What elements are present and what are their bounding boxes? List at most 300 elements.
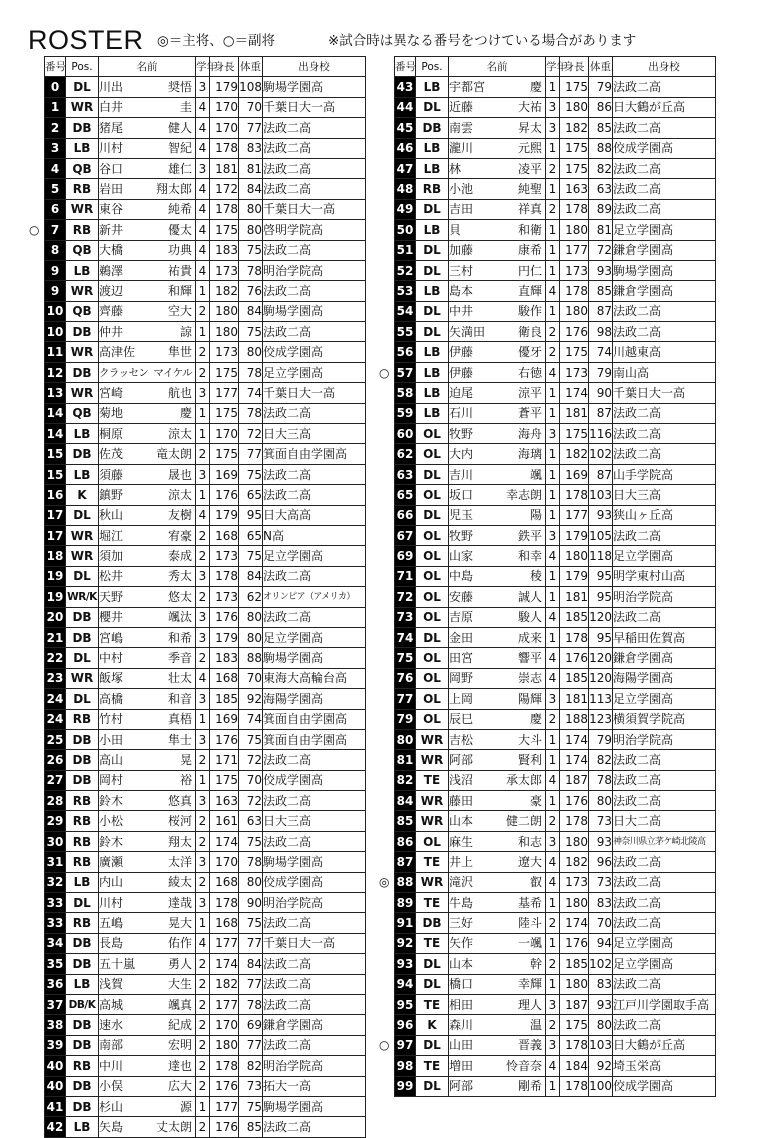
player-height: 175 [560, 342, 589, 362]
table-row [395, 1056, 716, 1076]
player-school: 法政二高 [613, 750, 716, 770]
player-school: 明治学院高 [263, 1056, 366, 1076]
player-last-name: 大内 [449, 447, 474, 462]
player-name [99, 689, 196, 709]
player-school: 法政二高 [263, 750, 366, 770]
player-last-name: 内山 [99, 875, 124, 890]
player-number: 17 [45, 505, 66, 525]
player-school: 日大二高 [613, 811, 716, 831]
player-height: 180 [210, 322, 239, 342]
player-position: DL [416, 97, 449, 117]
player-number: 89 [395, 893, 416, 913]
player-first-name: 大斗 [517, 732, 542, 747]
player-school: 狭山ヶ丘高 [613, 505, 716, 525]
player-weight: 83 [589, 974, 613, 994]
player-last-name: 竹村 [99, 712, 124, 727]
player-height: 178 [210, 199, 239, 219]
player-height: 170 [210, 852, 239, 872]
table-row [395, 424, 716, 444]
player-height: 170 [210, 1015, 239, 1035]
player-first-name: 遼大 [517, 854, 542, 869]
table-row [45, 668, 366, 688]
player-height: 170 [210, 97, 239, 117]
player-first-name: 雄仁 [167, 161, 192, 176]
player-grade: 4 [546, 546, 560, 566]
player-name [449, 974, 546, 994]
player-first-name: 涼太 [167, 426, 192, 441]
player-position: OL [416, 668, 449, 688]
player-grade: 3 [546, 689, 560, 709]
player-name [99, 994, 196, 1014]
table-row [45, 831, 366, 851]
player-number: 15 [45, 444, 66, 464]
player-position: LB [66, 260, 99, 280]
player-name [449, 994, 546, 1014]
player-last-name: 川出 [99, 80, 124, 95]
player-weight: 88 [589, 138, 613, 158]
table-row [395, 525, 716, 545]
player-number: 81 [395, 750, 416, 770]
table-row [45, 1035, 366, 1055]
player-height: 188 [560, 709, 589, 729]
player-first-name: 温 [529, 1018, 542, 1033]
player-number: 46 [395, 138, 416, 158]
player-position: RB [66, 791, 99, 811]
player-first-name: 悠真 [167, 793, 192, 808]
player-number: 15 [45, 464, 66, 484]
player-grade: 4 [546, 872, 560, 892]
player-position: QB [66, 403, 99, 423]
table-row [395, 220, 716, 240]
player-first-name: 元熙 [517, 141, 542, 156]
table-row [45, 627, 366, 647]
player-school: 法政二高 [613, 424, 716, 444]
table-row [45, 893, 366, 913]
player-name [99, 770, 196, 790]
player-weight: 77 [239, 444, 263, 464]
player-name [99, 118, 196, 138]
player-first-name: 怜音奈 [505, 1058, 542, 1073]
table-row [45, 301, 366, 321]
player-school: 法政二高 [263, 403, 366, 423]
player-weight: 75 [239, 729, 263, 749]
player-position: DB [66, 750, 99, 770]
player-number: 62 [395, 444, 416, 464]
player-last-name: 川村 [99, 141, 124, 156]
player-first-name: 円仁 [517, 263, 542, 278]
player-number: 86 [395, 831, 416, 851]
player-first-name: 陸斗 [517, 916, 542, 931]
player-name [449, 118, 546, 138]
table-row [45, 199, 366, 219]
player-weight: 87 [589, 464, 613, 484]
player-grade: 2 [196, 831, 210, 851]
player-first-name: 勇人 [167, 956, 192, 971]
table-row [45, 362, 366, 382]
player-height: 185 [210, 689, 239, 709]
player-position: LB [416, 342, 449, 362]
player-weight: 78 [589, 770, 613, 790]
player-weight: 85 [589, 118, 613, 138]
table-row [45, 281, 366, 301]
player-first-name: 颯真 [167, 997, 192, 1012]
player-school: 埼玉栄高 [613, 1056, 716, 1076]
player-school: 箕面自由学園高 [263, 709, 366, 729]
player-grade: 1 [196, 913, 210, 933]
player-school: 足立学園高 [613, 689, 716, 709]
player-position: DB [66, 1096, 99, 1116]
player-position: TE [416, 893, 449, 913]
table-row [45, 1056, 366, 1076]
player-name [449, 281, 546, 301]
table-row [395, 689, 716, 709]
player-first-name: 基希 [517, 895, 542, 910]
player-number: 13 [45, 383, 66, 403]
player-number: 8 [45, 240, 66, 260]
player-height: 178 [210, 893, 239, 913]
table-row [45, 770, 366, 790]
player-number: 59 [395, 403, 416, 423]
player-grade: 4 [196, 97, 210, 117]
player-first-name: 一颯 [517, 936, 542, 951]
player-height: 183 [210, 648, 239, 668]
player-weight: 62 [239, 587, 263, 607]
player-number: 14 [45, 424, 66, 444]
table-row [395, 954, 716, 974]
table-row [395, 750, 716, 770]
player-first-name: 純希 [167, 202, 192, 217]
header-height: 身長 [210, 57, 239, 77]
player-number: 17 [45, 525, 66, 545]
player-height: 172 [210, 179, 239, 199]
player-position: DL [416, 627, 449, 647]
player-number: 72 [395, 587, 416, 607]
player-grade: 1 [546, 240, 560, 260]
player-number: 19 [45, 566, 66, 586]
player-school: 駒場学園高 [263, 852, 366, 872]
player-position: OL [416, 444, 449, 464]
player-height: 163 [560, 179, 589, 199]
player-number: 36 [45, 974, 66, 994]
player-position: DL [416, 240, 449, 260]
player-grade: 3 [546, 118, 560, 138]
player-number: 92 [395, 933, 416, 953]
player-first-name: 純聖 [517, 182, 542, 197]
player-height: 180 [560, 893, 589, 913]
player-position: DB [416, 913, 449, 933]
player-weight: 80 [239, 627, 263, 647]
player-number: 79 [395, 709, 416, 729]
table-row [395, 199, 716, 219]
player-weight: 105 [589, 525, 613, 545]
table-header-row [395, 57, 716, 77]
table-row [395, 301, 716, 321]
player-grade: 2 [196, 587, 210, 607]
player-position: QB [66, 158, 99, 178]
player-school: 足立学園高 [263, 546, 366, 566]
player-first-name: 健人 [167, 120, 192, 135]
player-school: 佼成学園高 [613, 138, 716, 158]
player-grade: 2 [196, 1056, 210, 1076]
player-position: RB [66, 831, 99, 851]
table-row [45, 648, 366, 668]
player-last-name: 南雲 [449, 120, 474, 135]
player-number: 23 [45, 668, 66, 688]
player-grade: 4 [546, 852, 560, 872]
player-grade: 2 [196, 811, 210, 831]
player-grade: 2 [196, 994, 210, 1014]
player-last-name: 阿部 [449, 752, 474, 767]
table-row [45, 791, 366, 811]
player-last-name: 天野 [99, 589, 124, 604]
table-row [395, 852, 716, 872]
player-last-name: 浅沼 [449, 773, 474, 788]
header-name: 名前 [99, 57, 196, 77]
player-name [99, 220, 196, 240]
player-name [449, 77, 546, 97]
player-number: 22 [45, 648, 66, 668]
player-school: 駒場学園高 [263, 1096, 366, 1116]
player-first-name: 大生 [167, 977, 192, 992]
player-weight: 75 [239, 322, 263, 342]
player-last-name: 林 [449, 161, 462, 176]
player-name [449, 362, 546, 382]
table-row [45, 566, 366, 586]
player-position: DB [66, 1015, 99, 1035]
player-school: 神奈川県立茅ケ崎北陵高 [613, 831, 716, 851]
player-weight: 81 [239, 158, 263, 178]
player-school: 法政二高 [263, 485, 366, 505]
player-grade: 2 [196, 750, 210, 770]
player-first-name: 和志 [517, 834, 542, 849]
player-grade: 1 [196, 1096, 210, 1116]
player-number: 45 [395, 118, 416, 138]
player-number: 39 [45, 1035, 66, 1055]
player-last-name: 須加 [99, 549, 124, 564]
player-name [449, 260, 546, 280]
player-grade: 1 [546, 301, 560, 321]
player-name [449, 689, 546, 709]
player-first-name: 幸輝 [517, 977, 542, 992]
player-number: 51 [395, 240, 416, 260]
table-row [395, 994, 716, 1014]
player-grade: 2 [546, 709, 560, 729]
player-height: 182 [560, 118, 589, 138]
player-position: WR [416, 872, 449, 892]
player-name [99, 383, 196, 403]
player-height: 173 [210, 260, 239, 280]
player-school: 明治学院高 [263, 893, 366, 913]
player-position: RB [66, 1056, 99, 1076]
player-school: 千葉日大一高 [263, 199, 366, 219]
player-height: 175 [210, 770, 239, 790]
player-height: 178 [210, 1056, 239, 1076]
player-name [99, 505, 196, 525]
player-school: 鎌倉学園高 [613, 648, 716, 668]
player-number: 57 [395, 362, 416, 382]
player-number: 47 [395, 158, 416, 178]
player-grade: 1 [546, 260, 560, 280]
player-last-name: 吉川 [449, 467, 474, 482]
player-name [449, 1015, 546, 1035]
player-weight: 84 [239, 179, 263, 199]
player-first-name: 晃 [179, 752, 192, 767]
player-last-name: 桐原 [99, 426, 124, 441]
player-weight: 93 [589, 505, 613, 525]
player-weight: 85 [239, 1117, 263, 1137]
player-weight: 79 [589, 729, 613, 749]
player-position: OL [416, 607, 449, 627]
table-row [395, 138, 716, 158]
player-name [449, 485, 546, 505]
player-name [449, 954, 546, 974]
player-position: DB [66, 627, 99, 647]
player-name [99, 831, 196, 851]
player-number: 93 [395, 954, 416, 974]
table-row [395, 811, 716, 831]
player-grade: 2 [196, 1015, 210, 1035]
player-weight: 81 [589, 220, 613, 240]
player-weight: 120 [589, 607, 613, 627]
player-position: LB [66, 872, 99, 892]
player-last-name: 相田 [449, 997, 474, 1012]
player-position: OL [416, 566, 449, 586]
player-grade: 1 [196, 281, 210, 301]
player-number: 27 [45, 770, 66, 790]
player-first-name: 紀成 [167, 1018, 192, 1033]
player-name [99, 1117, 196, 1137]
player-name [99, 852, 196, 872]
table-row [45, 852, 366, 872]
player-name [99, 342, 196, 362]
player-grade: 1 [546, 791, 560, 811]
player-position: DB [66, 729, 99, 749]
player-last-name: 岡村 [99, 773, 124, 788]
player-last-name: 伊藤 [449, 365, 474, 380]
player-height: 173 [210, 342, 239, 362]
player-position: DL [416, 301, 449, 321]
player-school: 海陽学園高 [613, 668, 716, 688]
player-last-name: 高山 [99, 752, 124, 767]
player-weight: 78 [239, 994, 263, 1014]
player-first-name: 季音 [167, 651, 192, 666]
player-weight: 79 [589, 362, 613, 382]
player-first-name: 空大 [167, 304, 192, 319]
player-number: 14 [45, 403, 66, 423]
player-grade: 2 [196, 342, 210, 362]
player-last-name: 川村 [99, 895, 124, 910]
player-height: 180 [560, 974, 589, 994]
player-school: 法政二高 [613, 607, 716, 627]
player-first-name: 鉄平 [517, 528, 542, 543]
player-last-name: 新井 [99, 222, 124, 237]
player-first-name: 慶 [529, 712, 542, 727]
header-school: 出身校 [613, 57, 716, 77]
player-last-name: 小松 [99, 814, 124, 829]
player-name [99, 566, 196, 586]
player-height: 180 [560, 220, 589, 240]
player-school: 箕面自由学園高 [263, 729, 366, 749]
player-first-name: 崇志 [517, 671, 542, 686]
player-weight: 74 [589, 342, 613, 362]
player-school: 箕面自由学園高 [263, 444, 366, 464]
player-number: 69 [395, 546, 416, 566]
player-school: 足立学園高 [613, 954, 716, 974]
player-school: 明学東村山高 [613, 566, 716, 586]
player-position: LB [416, 281, 449, 301]
player-height: 182 [210, 974, 239, 994]
player-name [449, 322, 546, 342]
player-weight: 80 [239, 607, 263, 627]
player-school: 法政二高 [263, 974, 366, 994]
player-school: 法政二高 [263, 281, 366, 301]
player-height: 176 [210, 729, 239, 749]
player-school: 法政二高 [263, 954, 366, 974]
player-number: 40 [45, 1076, 66, 1096]
player-position: DL [66, 566, 99, 586]
player-number: 16 [45, 485, 66, 505]
player-last-name: 山本 [449, 956, 474, 971]
header-weight: 体重 [239, 57, 263, 77]
player-name [99, 607, 196, 627]
player-height: 178 [560, 1076, 589, 1096]
player-school: 江戸川学園取手高 [613, 994, 716, 1014]
player-first-name: 和輝 [167, 283, 192, 298]
player-number: 88 [395, 872, 416, 892]
player-school: 法政二高 [263, 118, 366, 138]
player-position: WR [416, 729, 449, 749]
player-school: 啓明学院高 [263, 220, 366, 240]
player-grade: 2 [546, 811, 560, 831]
player-position: LB [66, 464, 99, 484]
player-position: TE [416, 933, 449, 953]
player-grade: 1 [546, 77, 560, 97]
player-last-name: 齊藤 [99, 304, 124, 319]
player-number: 71 [395, 566, 416, 586]
player-position: DB [66, 322, 99, 342]
player-last-name: 加藤 [449, 243, 474, 258]
player-height: 174 [560, 913, 589, 933]
player-position: WR [66, 383, 99, 403]
player-weight: 80 [239, 220, 263, 240]
player-name [449, 627, 546, 647]
player-number: 58 [395, 383, 416, 403]
player-first-name: 丈太朗 [155, 1120, 192, 1134]
player-weight: 79 [589, 77, 613, 97]
player-position: DL [416, 954, 449, 974]
player-weight: 78 [239, 362, 263, 382]
player-number: 67 [395, 525, 416, 545]
player-grade: 3 [196, 464, 210, 484]
player-first-name: マイケル [153, 366, 192, 379]
player-position: DL [66, 77, 99, 97]
player-number: 77 [395, 689, 416, 709]
player-name [99, 974, 196, 994]
player-first-name: 秀太 [167, 569, 192, 584]
player-weight: 75 [239, 913, 263, 933]
player-grade: 3 [546, 831, 560, 851]
player-last-name: 貝 [449, 222, 462, 237]
player-name [449, 893, 546, 913]
player-number: 99 [395, 1076, 416, 1096]
player-school: 鎌倉学園高 [613, 281, 716, 301]
player-grade: 2 [196, 444, 210, 464]
player-name [99, 1076, 196, 1096]
table-row [45, 872, 366, 892]
player-height: 177 [560, 240, 589, 260]
player-last-name: 中村 [99, 651, 124, 666]
vice-captain-mark: ○ [379, 365, 390, 380]
